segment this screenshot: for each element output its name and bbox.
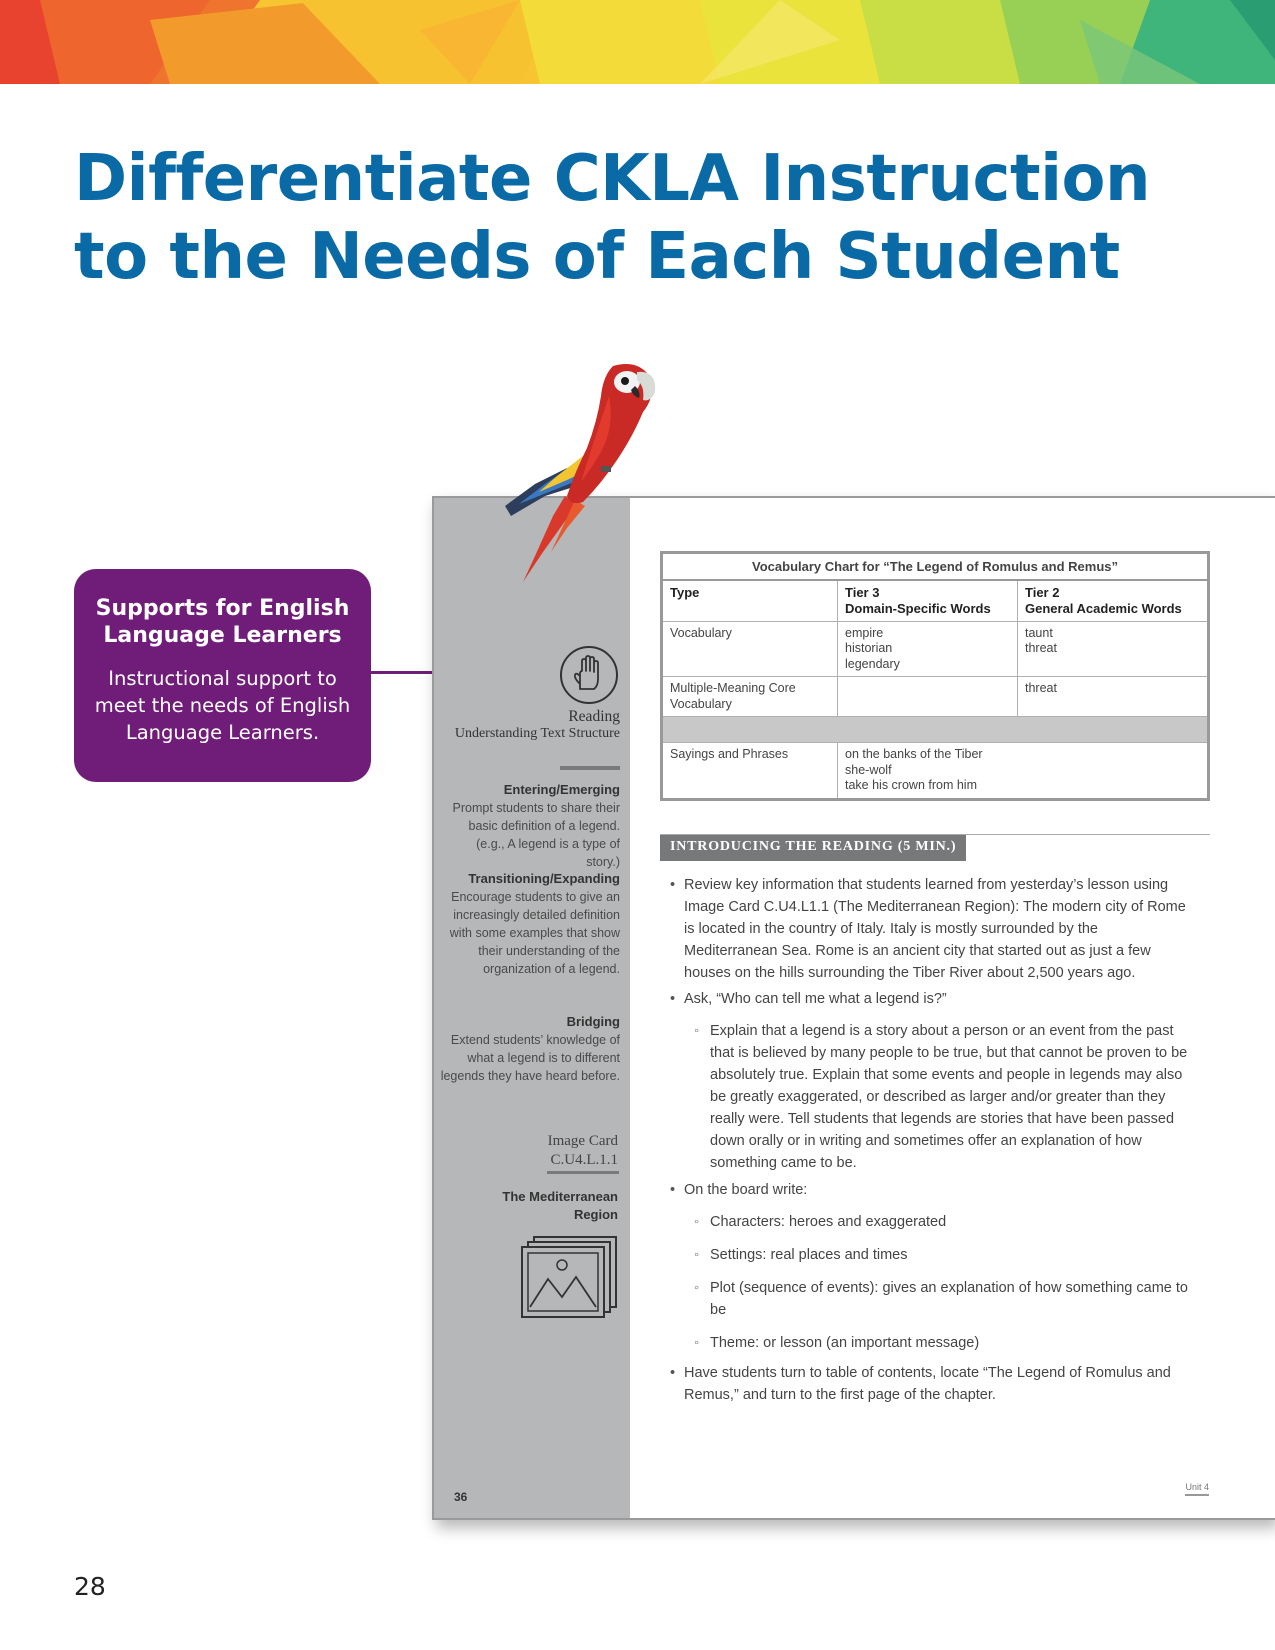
callout-title: Supports for English Language Learners [95,596,350,648]
word: historian [845,641,893,655]
ell-support-callout [74,569,371,782]
header-tier3-line1: Tier 3 [845,584,880,600]
sidebar-block-heading: Transitioning/Expanding [468,871,620,886]
bullet-item: • On the board write: [670,1179,1190,1201]
tier3-words [838,621,1018,677]
colorful-banner [0,0,1275,84]
bullet-item: • Ask, “Who can tell me what a legend is?” [670,988,1190,1010]
sidebar-block-bridging [440,1013,620,1085]
table-header-row [662,580,1209,622]
sidebar-block-heading: Bridging [566,1014,620,1029]
unit-label: Unit 4 [1185,1482,1209,1496]
image-card-name: The Mediterranean Region [502,1189,618,1222]
page-number: 28 [74,1572,106,1601]
title-line-2: to the Needs of Each Student [74,220,1120,294]
sidebar-reading-label: Reading [568,708,620,725]
image-card-label [548,1132,618,1170]
sub-bullet-item: ◦ Theme: or lesson (an important message) [670,1332,1190,1354]
sidebar-block-entering [440,781,620,871]
sidebar-block-text: Encourage students to give an increasingly detailed definition with some examples that show their understanding of the organization of a legend. [449,890,620,976]
row-label: Sayings and Phrases [662,743,838,800]
tier3-words [838,677,1018,717]
page-title [74,140,1174,296]
header-tier3 [838,580,1018,622]
table-row [662,677,1209,717]
image-stack-icon [516,1235,620,1319]
callout-body: Instructional support to meet the needs of English Language Learners. [94,667,351,744]
sidebar-understanding-label: Understanding Text Structure [454,726,620,741]
title-line-1: Differentiate CKLA Instruction [74,142,1151,216]
phrase: on the banks of the Tiber [845,747,983,761]
image-card-code: C.U4.L.1.1 [550,1152,618,1168]
word: empire [845,625,884,640]
bullet-item: • Review key information that students learned from yesterday’s lesson using Image Card C.U4.L1.1 (The Mediterranean Region): The modern city of Rome is located in the country of Italy. Italy is mostly surrounded by the Mediterranean Sea. Rome is an ancient city that started out as just a few houses on the hills surrounding the Tiber River about 2,500 years ago. [670,874,1190,984]
word: legendary [845,656,900,671]
header-tier2 [1018,580,1209,622]
header-tier3-line2: Domain-Specific Words [845,600,991,616]
sidebar-block-transitioning [440,870,620,978]
word: threat [1025,641,1057,655]
sidebar-divider [560,766,620,770]
row-label: Vocabulary [662,621,838,677]
tier2-words [1018,621,1209,677]
phrase: she-wolf [845,762,892,777]
raised-hand-icon [558,644,620,706]
vocabulary-chart-caption: Vocabulary Chart for “The Legend of Romulus and Remus” [662,553,1209,580]
table-row [662,621,1209,677]
section-heading: INTRODUCING THE READING (5 MIN.) [660,835,966,861]
header-tier2-line1: Tier 2 [1025,584,1060,600]
sub-bullet-item: ◦ Characters: heroes and exaggerated [670,1211,1190,1233]
teacher-guide-page [432,496,1275,1520]
inner-page-number: 36 [454,1490,468,1504]
lesson-body [670,874,1190,1406]
table-row [662,743,1209,800]
sidebar-block-text: Extend students’ knowledge of what a legend is to different legends they have heard before. [440,1033,620,1083]
bullet-item: • Have students turn to table of contents, locate “The Legend of Romulus and Remus,” and turn to the first page of the chapter. [670,1362,1190,1406]
sub-bullet-item: ◦ Explain that a legend is a story about a person or an event from the past that is believed by many people to be true, but that cannot be proven to be absolutely true. Explain that some events and people in legends may also be greatly exaggerated, or described as larger and/or greater than they really were. Tell students that legends are stories that have been passed down orally or in writing and sometimes offer an explanation of how something came to be. [670,1020,1190,1174]
header-type: Type [662,580,838,622]
sayings-items [838,743,1209,800]
page-sidebar [434,498,630,1518]
row-label: Multiple-Meaning Core Vocabulary [662,677,838,717]
tier2-words: threat [1018,677,1209,717]
image-card-title: Image Card [547,1133,618,1149]
parrot-illustration [505,356,685,588]
sidebar-divider [547,1171,619,1174]
vocabulary-chart [660,551,1210,801]
table-spacer-row [662,717,1209,743]
sub-bullet-item: ◦ Plot (sequence of events): gives an explanation of how something came to be [670,1277,1190,1321]
page-content [630,498,1275,1518]
sidebar-block-heading: Entering/Emerging [503,782,620,797]
phrase: take his crown from him [845,778,977,792]
sidebar-block-text: Prompt students to share their basic definition of a legend. (e.g., A legend is a type of story.) [452,801,620,869]
header-tier2-line2: General Academic Words [1025,600,1182,616]
sub-bullet-item: ◦ Settings: real places and times [670,1244,1190,1266]
word: taunt [1025,625,1053,640]
